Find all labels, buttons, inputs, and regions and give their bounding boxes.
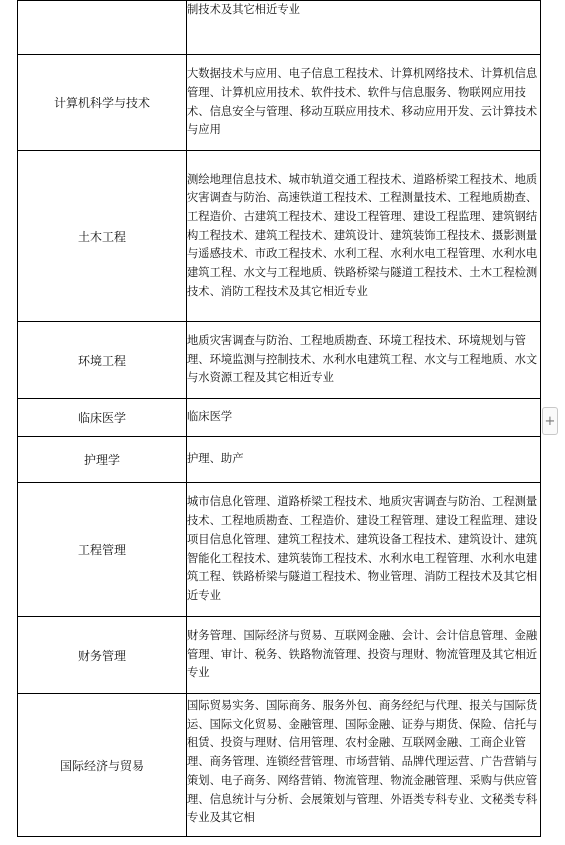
table-row — [18, 483, 541, 617]
category-cell: 工程管理 — [18, 483, 187, 617]
category-cell: 国际经济与贸易 — [18, 694, 187, 837]
table-row — [18, 55, 541, 151]
majors-cell: 城市信息化管理、道路桥梁工程技术、地质灾害调查与防治、工程测量技术、工程地质勘查、工程造价、建设工程管理、建设工程监理、建设项目信息化管理、建筑工程技术、建筑设备工程技术、建筑设计、建筑智能化工程技术、建筑装饰工程技术、水利水电工程管理、水利水电建筑工程、铁路桥梁与隧道工程技术、物业管理、消防工程技术及其它相近专业 — [187, 483, 541, 617]
category-cell: 财务管理 — [18, 617, 187, 694]
table-row — [18, 399, 541, 437]
table-row — [18, 437, 541, 483]
category-cell: 环境工程 — [18, 322, 187, 399]
majors-cell: 地质灾害调查与防治、工程地质勘查、环境工程技术、环境规划与管理、环境监测与控制技术、水利水电建筑工程、水文与工程地质、水文与水资源工程及其它相近专业 — [187, 322, 541, 399]
majors-cell: 临床医学 — [187, 399, 541, 437]
majors-cell: 制技术及其它相近专业 — [187, 1, 541, 55]
table-row — [18, 694, 541, 837]
category-cell: 土木工程 — [18, 151, 187, 322]
majors-cell: 测绘地理信息技术、城市轨道交通工程技术、道路桥梁工程技术、地质灾害调查与防治、高速铁道工程技术、工程测量技术、工程地质勘查、工程造价、古建筑工程技术、建设工程管理、建设工程监理、建筑钢结构工程技术、建筑工程技术、建筑设计、建筑装饰工程技术、摄影测量与遥感技术、市政工程技术、水利工程、水利水电工程管理、水利水电建筑工程、水文与工程地质、铁路桥梁与隧道工程技术、土木工程检测技术、消防工程技术及其它相近专业 — [187, 151, 541, 322]
majors-table — [17, 0, 541, 837]
table-row — [18, 617, 541, 694]
category-cell: 护理学 — [18, 437, 187, 483]
majors-cell: 大数据技术与应用、电子信息工程技术、计算机网络技术、计算机信息管理、计算机应用技术、软件技术、软件与信息服务、物联网应用技术、信息安全与管理、移动互联应用技术、移动应用开发、云计算技术与应用 — [187, 55, 541, 151]
majors-cell: 国际贸易实务、国际商务、服务外包、商务经纪与代理、报关与国际货运、国际文化贸易、金融管理、国际金融、证券与期货、保险、信托与租赁、投资与理财、信用管理、农村金融、互联网金融、工商企业管理、商务管理、连锁经营管理、市场营销、品牌代理运营、广告营销与策划、电子商务、网络营销、物流管理、物流金融管理、采购与供应管理、信息统计与分析、会展策划与管理、外语类专科专业、文秘类专科专业及其它相 — [187, 694, 541, 837]
plus-icon: + — [544, 413, 556, 429]
category-cell: 临床医学 — [18, 399, 187, 437]
table-row — [18, 322, 541, 399]
category-cell: 计算机科学与技术 — [18, 55, 187, 151]
majors-cell: 财务管理、国际经济与贸易、互联网金融、会计、会计信息管理、金融管理、审计、税务、铁路物流管理、投资与理财、物流管理及其它相近专业 — [187, 617, 541, 694]
table-row — [18, 1, 541, 55]
table-row — [18, 151, 541, 322]
add-row-handle[interactable] — [542, 407, 558, 435]
category-cell — [18, 1, 187, 55]
majors-cell: 护理、助产 — [187, 437, 541, 483]
